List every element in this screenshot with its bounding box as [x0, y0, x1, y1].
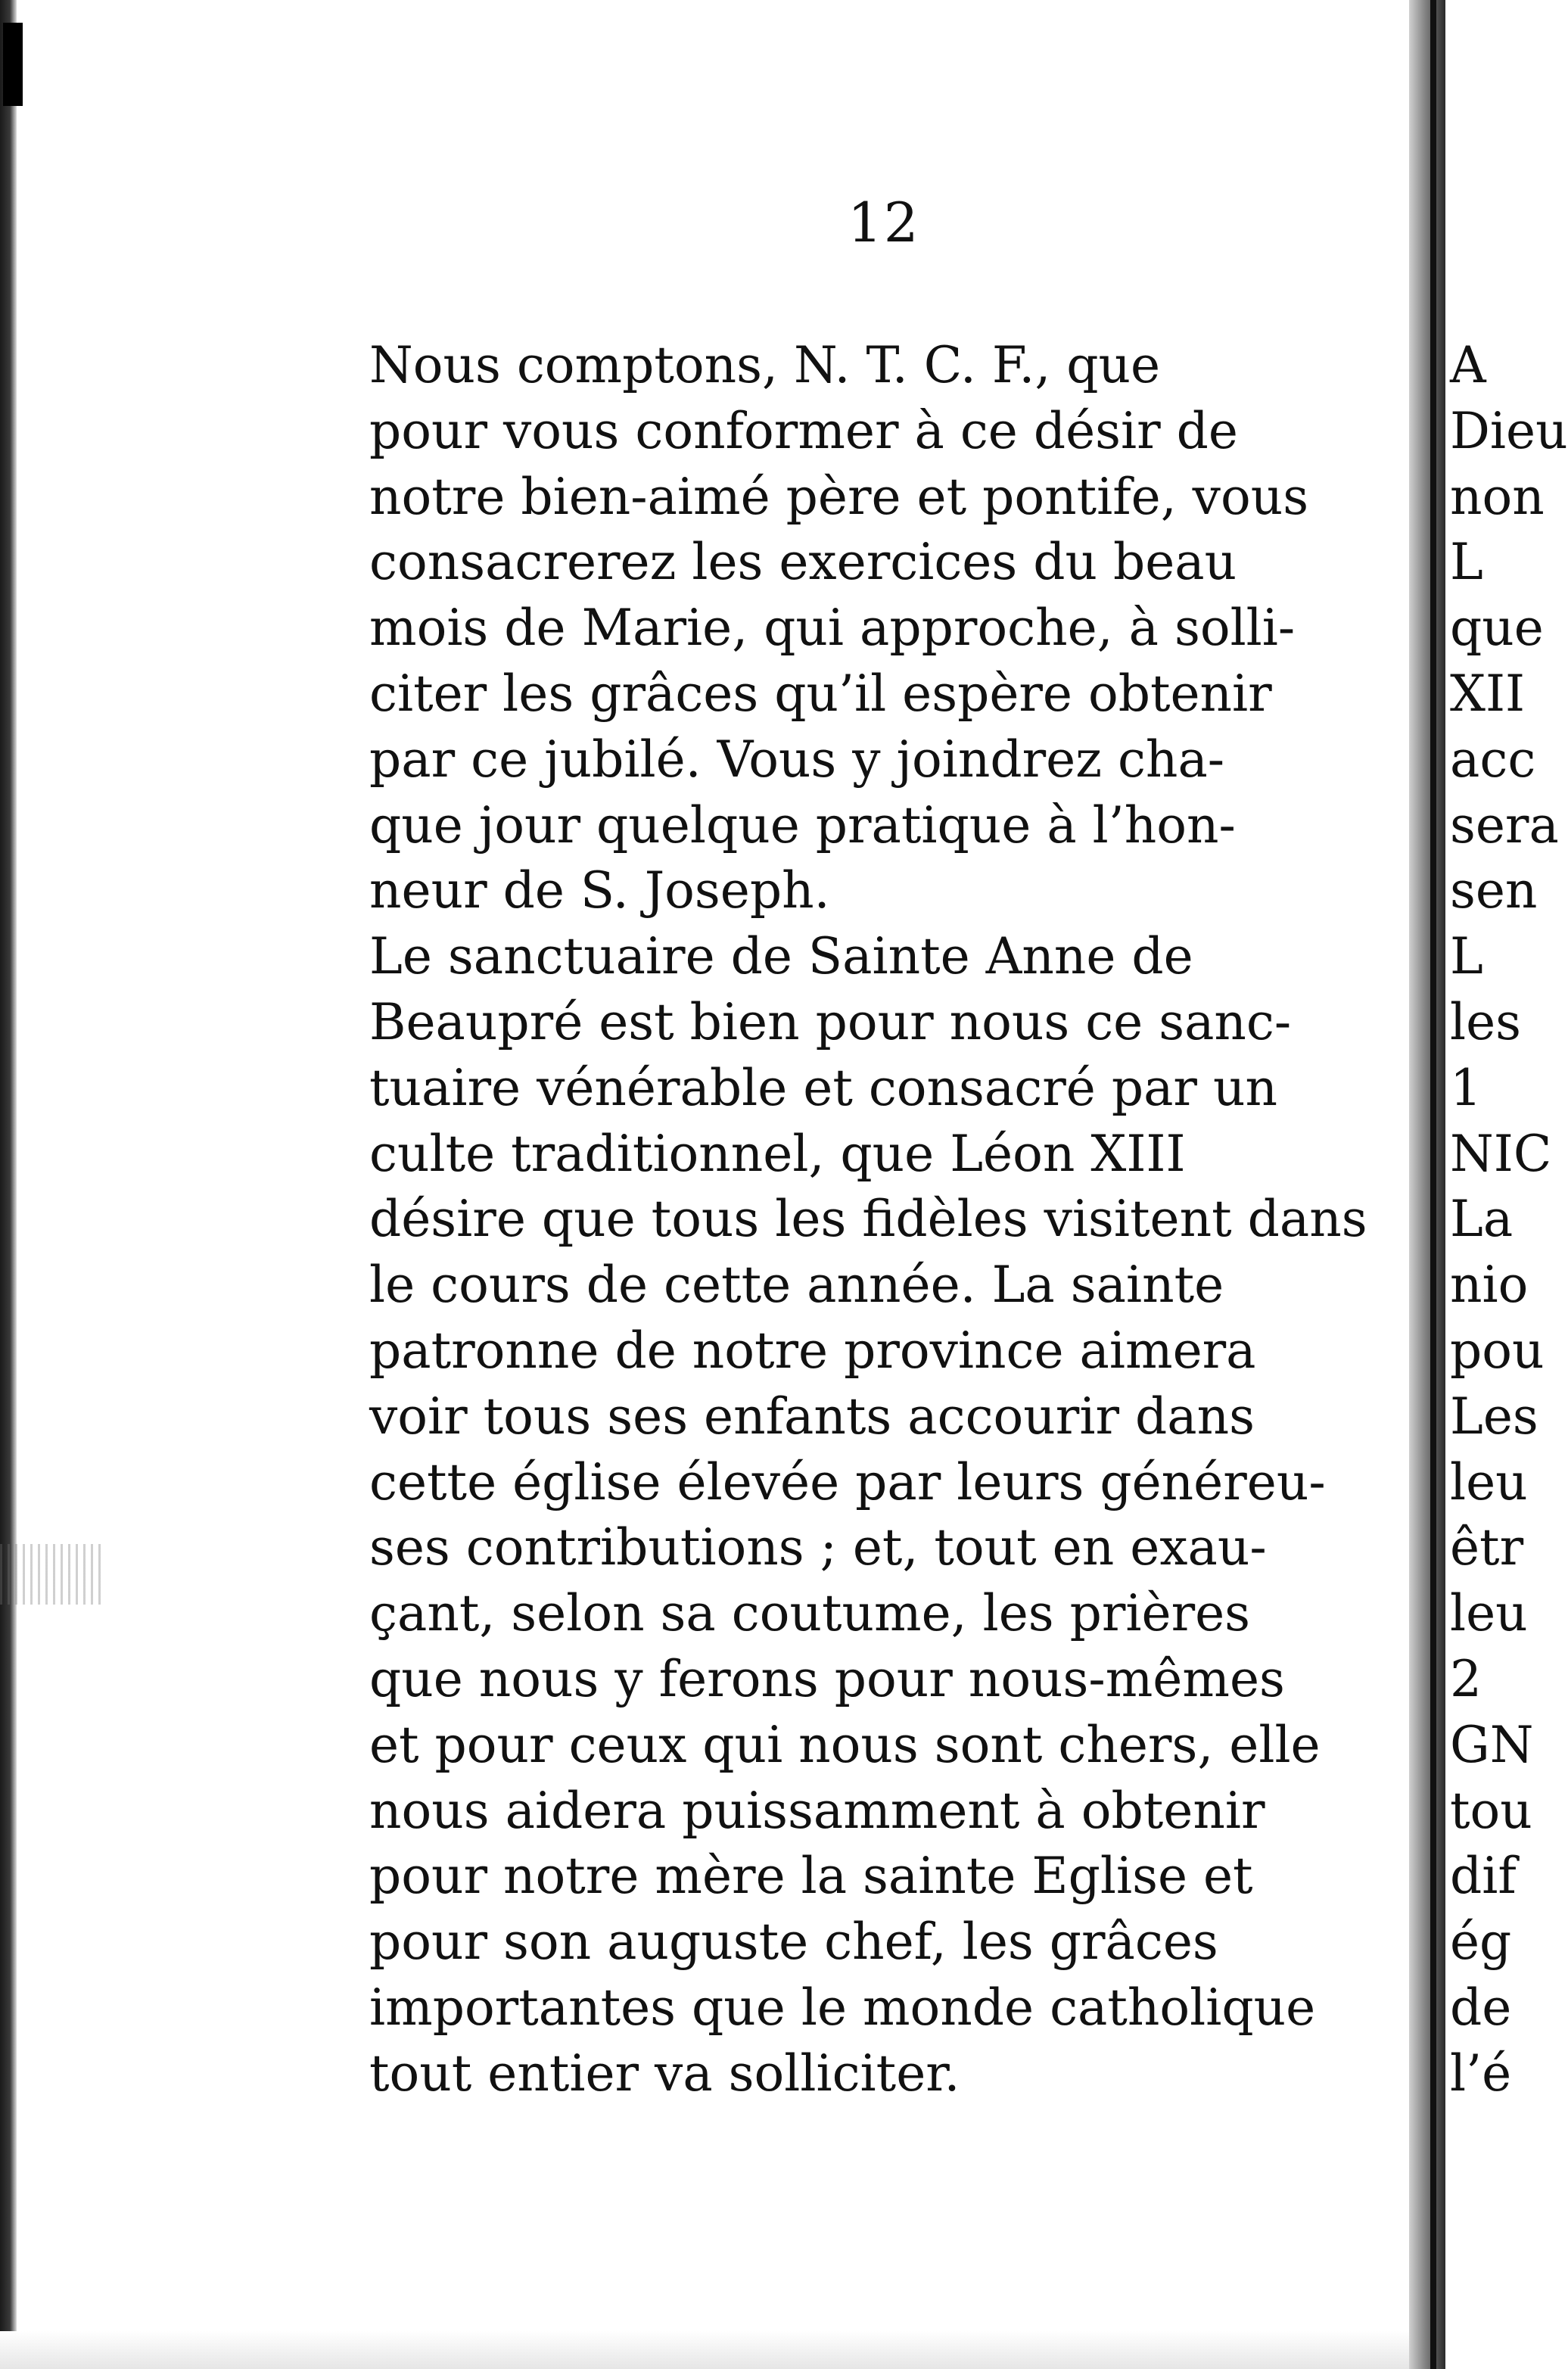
- facing-text-line: 1: [1450, 1058, 1482, 1117]
- text-line: tuaire vénérable et consacré par un: [369, 1058, 1277, 1117]
- text-line: Le sanctuaire de Sainte Anne de: [369, 927, 1193, 986]
- facing-text-line: A: [1450, 336, 1486, 394]
- facing-text-line: leu: [1450, 1584, 1528, 1643]
- left-edge-mark: [3, 23, 23, 106]
- text-line: pour son auguste chef, les grâces: [369, 1913, 1218, 1972]
- text-line: que jour quelque pratique à l’hon-: [369, 795, 1236, 855]
- facing-text-line: 2: [1450, 1649, 1482, 1708]
- text-line: ses contributions ; et, tout en exau-: [369, 1518, 1267, 1577]
- facing-text-line: pou: [1450, 1321, 1545, 1380]
- facing-text-line: GN: [1450, 1715, 1534, 1774]
- facing-text-line: les: [1450, 992, 1522, 1051]
- facing-text-line: XII: [1450, 664, 1526, 723]
- facing-text-line: L: [1450, 533, 1483, 592]
- text-line: citer les grâces qu’il espère obtenir: [369, 664, 1272, 723]
- main-text-block: [369, 333, 1421, 2107]
- text-line: mois de Marie, qui approche, à solli-: [369, 599, 1296, 658]
- book-gutter: [1409, 0, 1445, 2369]
- facing-text-line: dif: [1450, 1847, 1517, 1906]
- facing-text-line: Les: [1450, 1387, 1538, 1446]
- text-line: consacrerez les exercices du beau: [369, 533, 1237, 592]
- page-number: 12: [848, 191, 920, 254]
- facing-text-line: êtr: [1450, 1518, 1524, 1577]
- text-line: çant, selon sa coutume, les prières: [369, 1584, 1251, 1643]
- text-line: et pour ceux qui nous sont chers, elle: [369, 1715, 1321, 1774]
- text-line: nous aidera puissamment à obtenir: [369, 1781, 1265, 1840]
- facing-text-line: La: [1450, 1190, 1514, 1249]
- facing-text-line: leu: [1450, 1452, 1528, 1511]
- text-line: par ce jubilé. Vous y joindrez cha-: [369, 730, 1225, 789]
- text-line: voir tous ses enfants accourir dans: [369, 1387, 1255, 1446]
- facing-text-line: nio: [1450, 1256, 1529, 1315]
- left-page-edge: [0, 0, 17, 2369]
- facing-text-line: de: [1450, 1978, 1512, 2037]
- facing-text-line: sera: [1450, 795, 1559, 855]
- text-line: cette église élevée par leurs généreu-: [369, 1452, 1326, 1511]
- text-line: pour vous conformer à ce désir de: [369, 401, 1238, 460]
- text-line: pour notre mère la sainte Eglise et: [369, 1847, 1253, 1906]
- text-line: que nous y ferons pour nous-mêmes: [369, 1649, 1285, 1708]
- facing-text-line: que: [1450, 599, 1544, 658]
- text-line: le cours de cette année. La sainte: [369, 1256, 1224, 1315]
- text-line: Nous comptons, N. T. C. F., que: [369, 336, 1161, 394]
- facing-text-line: sen: [1450, 861, 1538, 920]
- facing-page-fragment: [1445, 333, 1568, 2107]
- text-line: désire que tous les fidèles visitent dans: [369, 1190, 1367, 1249]
- facing-text-line: l’é: [1450, 2044, 1512, 2103]
- facing-text-line: non: [1450, 467, 1545, 526]
- text-line: notre bien-aimé père et pontife, vous: [369, 467, 1309, 526]
- facing-text-line: Dieu: [1450, 401, 1568, 460]
- facing-text-line: tou: [1450, 1781, 1532, 1840]
- text-line: importantes que le monde catholique: [369, 1978, 1316, 2037]
- text-line: neur de S. Joseph.: [369, 861, 830, 920]
- facing-text-line: acc: [1450, 730, 1536, 789]
- text-line: Beaupré est bien pour nous ce sanc-: [369, 992, 1292, 1051]
- facing-text-line: ég: [1450, 1913, 1512, 1972]
- facing-text-line: NIC: [1450, 1124, 1552, 1183]
- text-line: patronne de notre province aimera: [369, 1321, 1256, 1380]
- page-bottom-shadow: [0, 2331, 1409, 2369]
- left-edge-texture: [0, 1544, 106, 1605]
- text-line: tout entier va solliciter.: [369, 2044, 960, 2103]
- text-line: culte traditionnel, que Léon XIII: [369, 1124, 1186, 1183]
- facing-text-line: L: [1450, 927, 1483, 986]
- gutter-fold-line: [1430, 0, 1436, 2369]
